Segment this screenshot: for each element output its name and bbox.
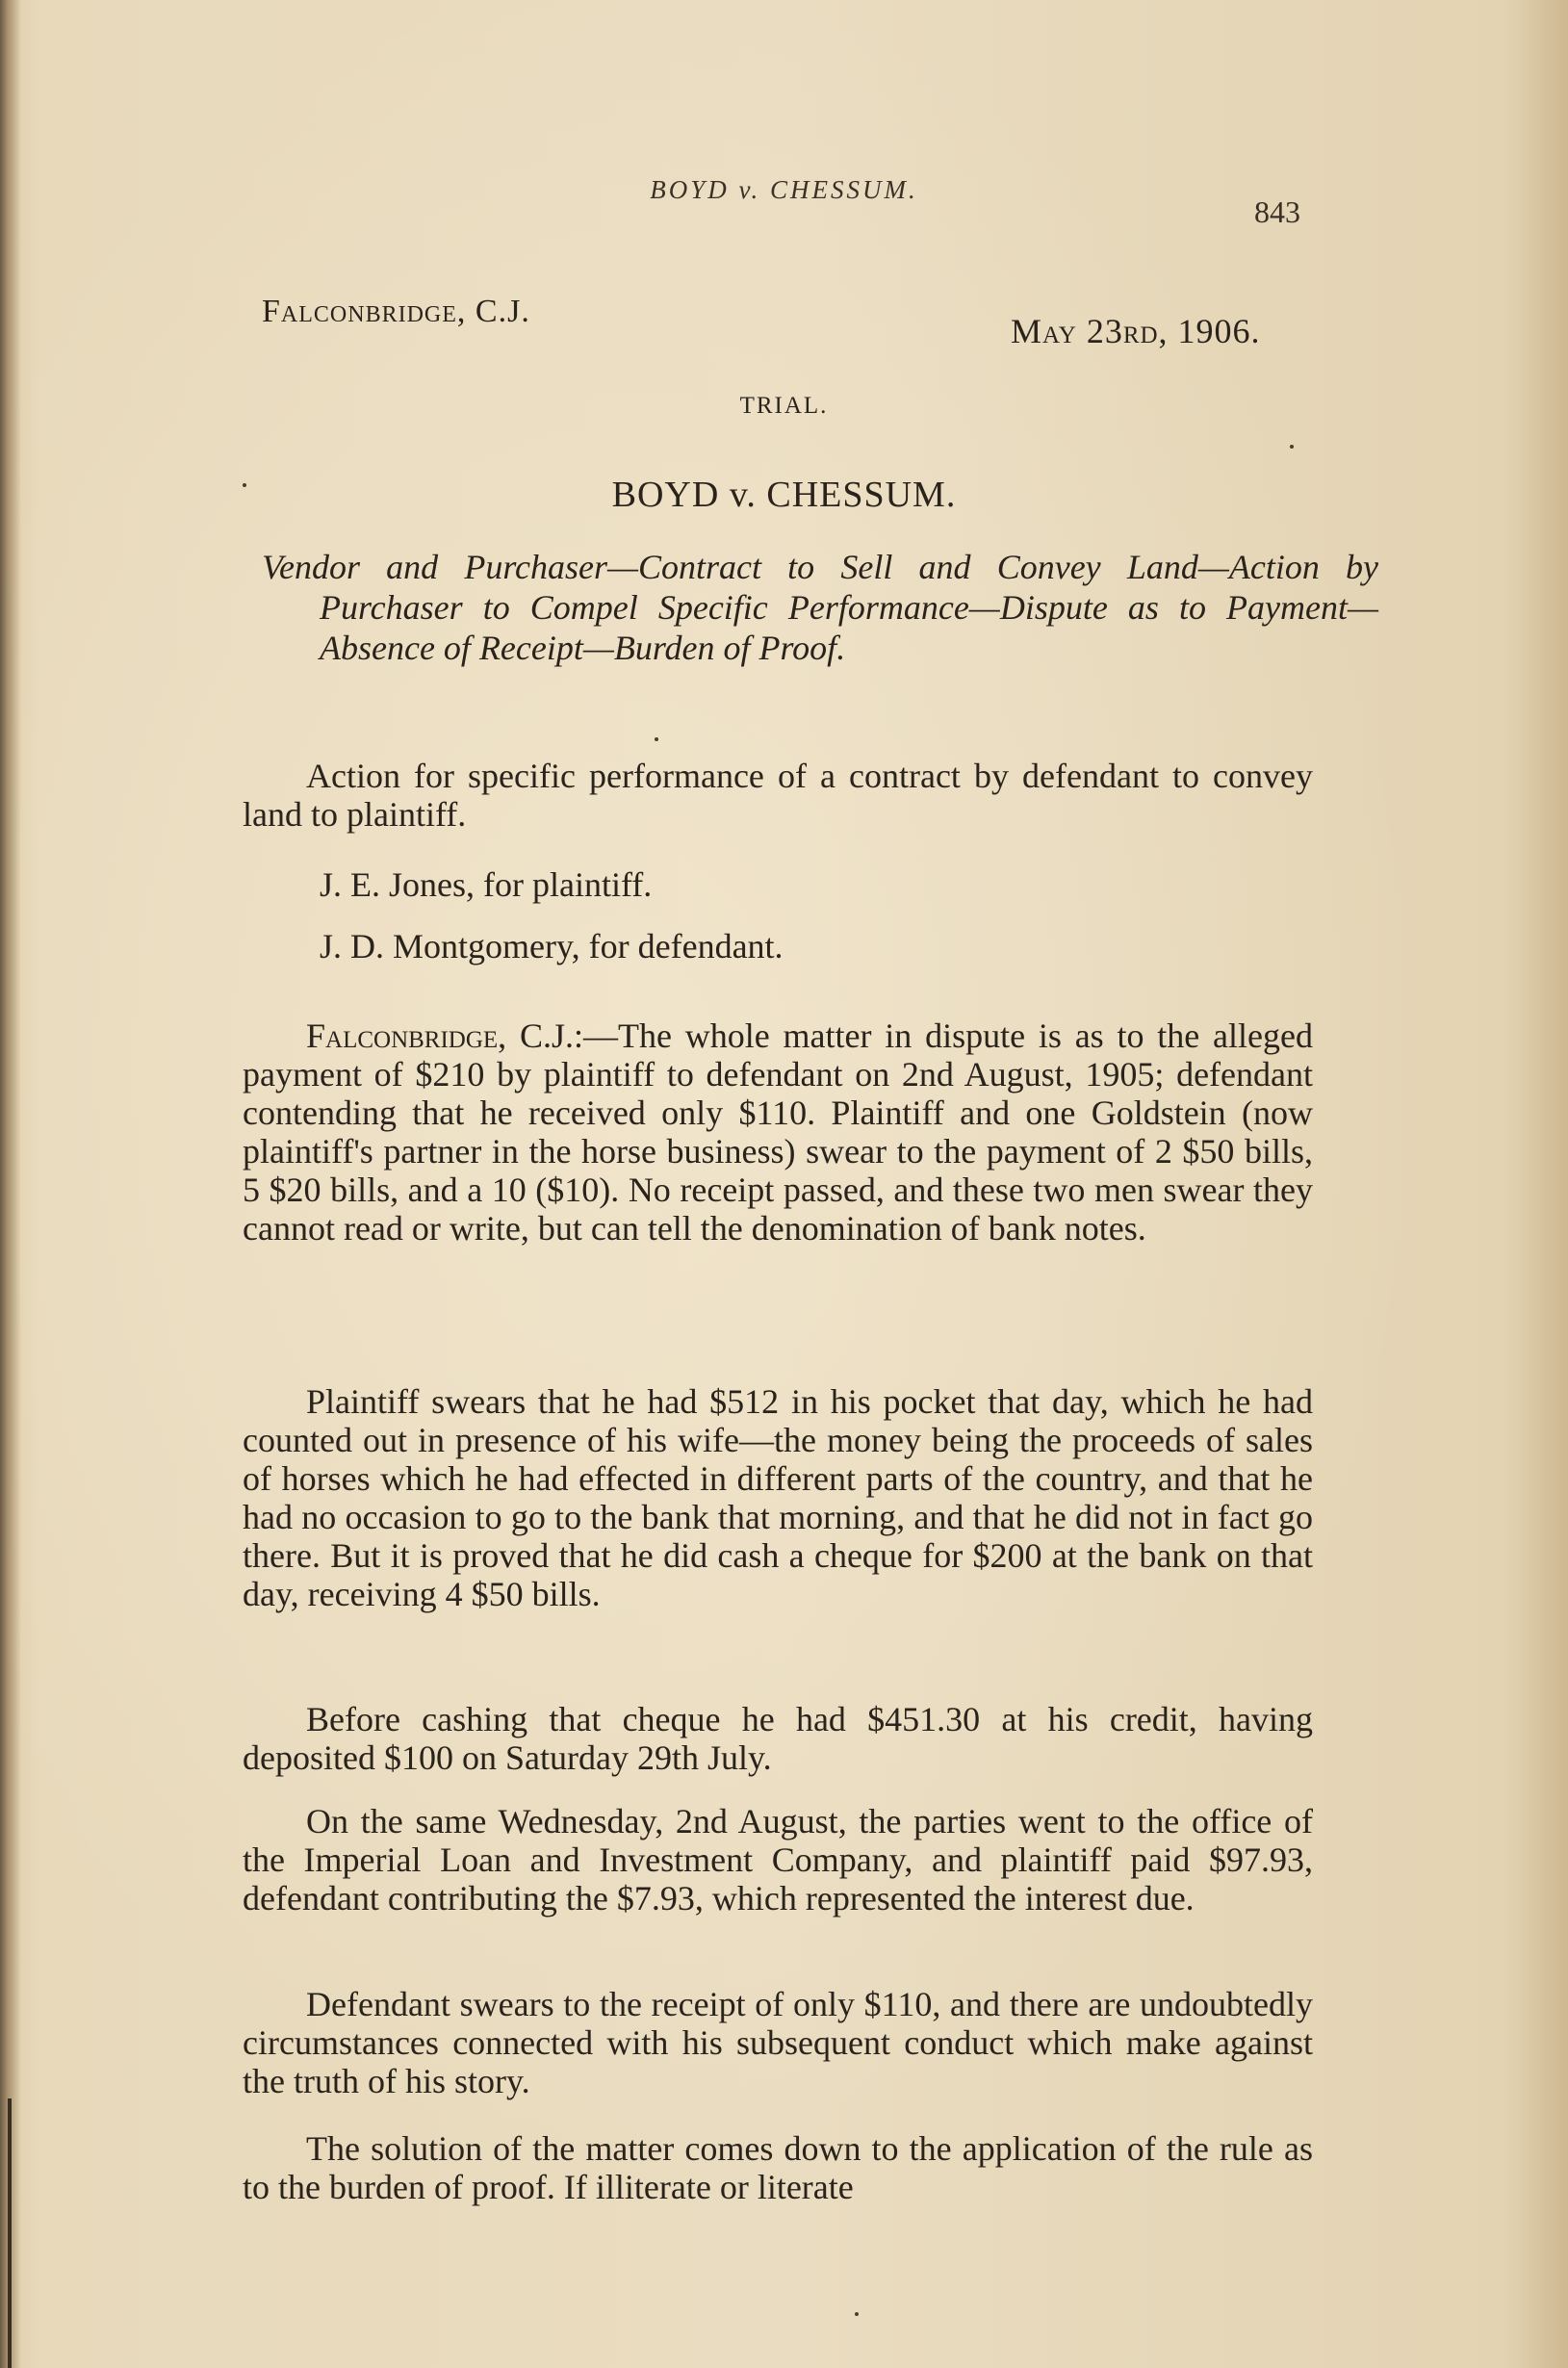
running-head: BOYD v. CHESSUM. (650, 175, 918, 204)
judgment-paragraph-text: :—The whole matter in dispute is as to the alleged payment of $210 by plaintiff to defendant on 2nd August, 1905; defendant contending that he received only $110. Plaintiff and one Goldstein (now plaintiff's partner in the horse business) swear to the payment of 2 $50 bills, 5 $20 bills, and a 10 ($10). No receipt passed, and these two men swear they cannot read or write, but can tell the denomination of bank notes. (243, 1017, 1313, 1248)
headnote: Vendor and Purchaser—Contract to Sell and Convey Land—Action by Purchaser to Compel Specific Performance—Dispute as to Payment—Absence of Receipt—Burden of Proof. (262, 548, 1378, 667)
judgment-paragraph: On the same Wednesday, 2nd August, the parties went to the office of the Imperial Loan and Investment Company, and plaintiff paid $97.93, defendant contributing the $7.93, which represented the interest due. (243, 1802, 1313, 1918)
binding-edge (8, 2098, 12, 2368)
counsel-defendant: J. D. Montgomery, for defendant. (320, 927, 784, 965)
print-speck (1290, 445, 1294, 449)
trial-label: TRIAL. (739, 393, 829, 419)
judgment-date: May 23rd, 1906. (1011, 312, 1261, 350)
action-description: Action for specific performance of a contract by defendant to convey land to plaintiff. (243, 757, 1313, 834)
print-speck (855, 2312, 859, 2316)
print-speck (243, 483, 246, 487)
judgment-speaker: Falconbridge, C.J. (306, 1017, 575, 1055)
judgment-paragraph (243, 1017, 1313, 1248)
case-title: BOYD v. CHESSUM. (611, 475, 957, 515)
judge-name: Falconbridge, C.J. (262, 294, 530, 329)
judgment-paragraph: The solution of the matter comes down to the application of the rule as to the burden of proof. If illiterate or literate (243, 2129, 1313, 2206)
judgment-paragraph: Before cashing that cheque he had $451.30 at his credit, having deposited $100 on Saturday 29th July. (243, 1700, 1313, 1777)
judgment-paragraph: Plaintiff swears that he had $512 in his pocket that day, which he had counted out in presence of his wife—the money being the proceeds of sales of horses which he had effected in different parts of the country, and that he had no occasion to go to the bank that morning, and that he did not in fact go there. But it is proved that he did cash a cheque for $200 at the bank on that day, receiving 4 $50 bills. (243, 1382, 1313, 1613)
page-spine-shadow (0, 0, 21, 2368)
page-number: 843 (1254, 194, 1300, 229)
judgment-paragraph: Defendant swears to the receipt of only $110, and there are undoubtedly circumstances connected with his subsequent conduct which make against the truth of his story. (243, 1985, 1313, 2100)
print-speck (655, 737, 658, 741)
counsel-plaintiff: J. E. Jones, for plaintiff. (320, 865, 653, 904)
